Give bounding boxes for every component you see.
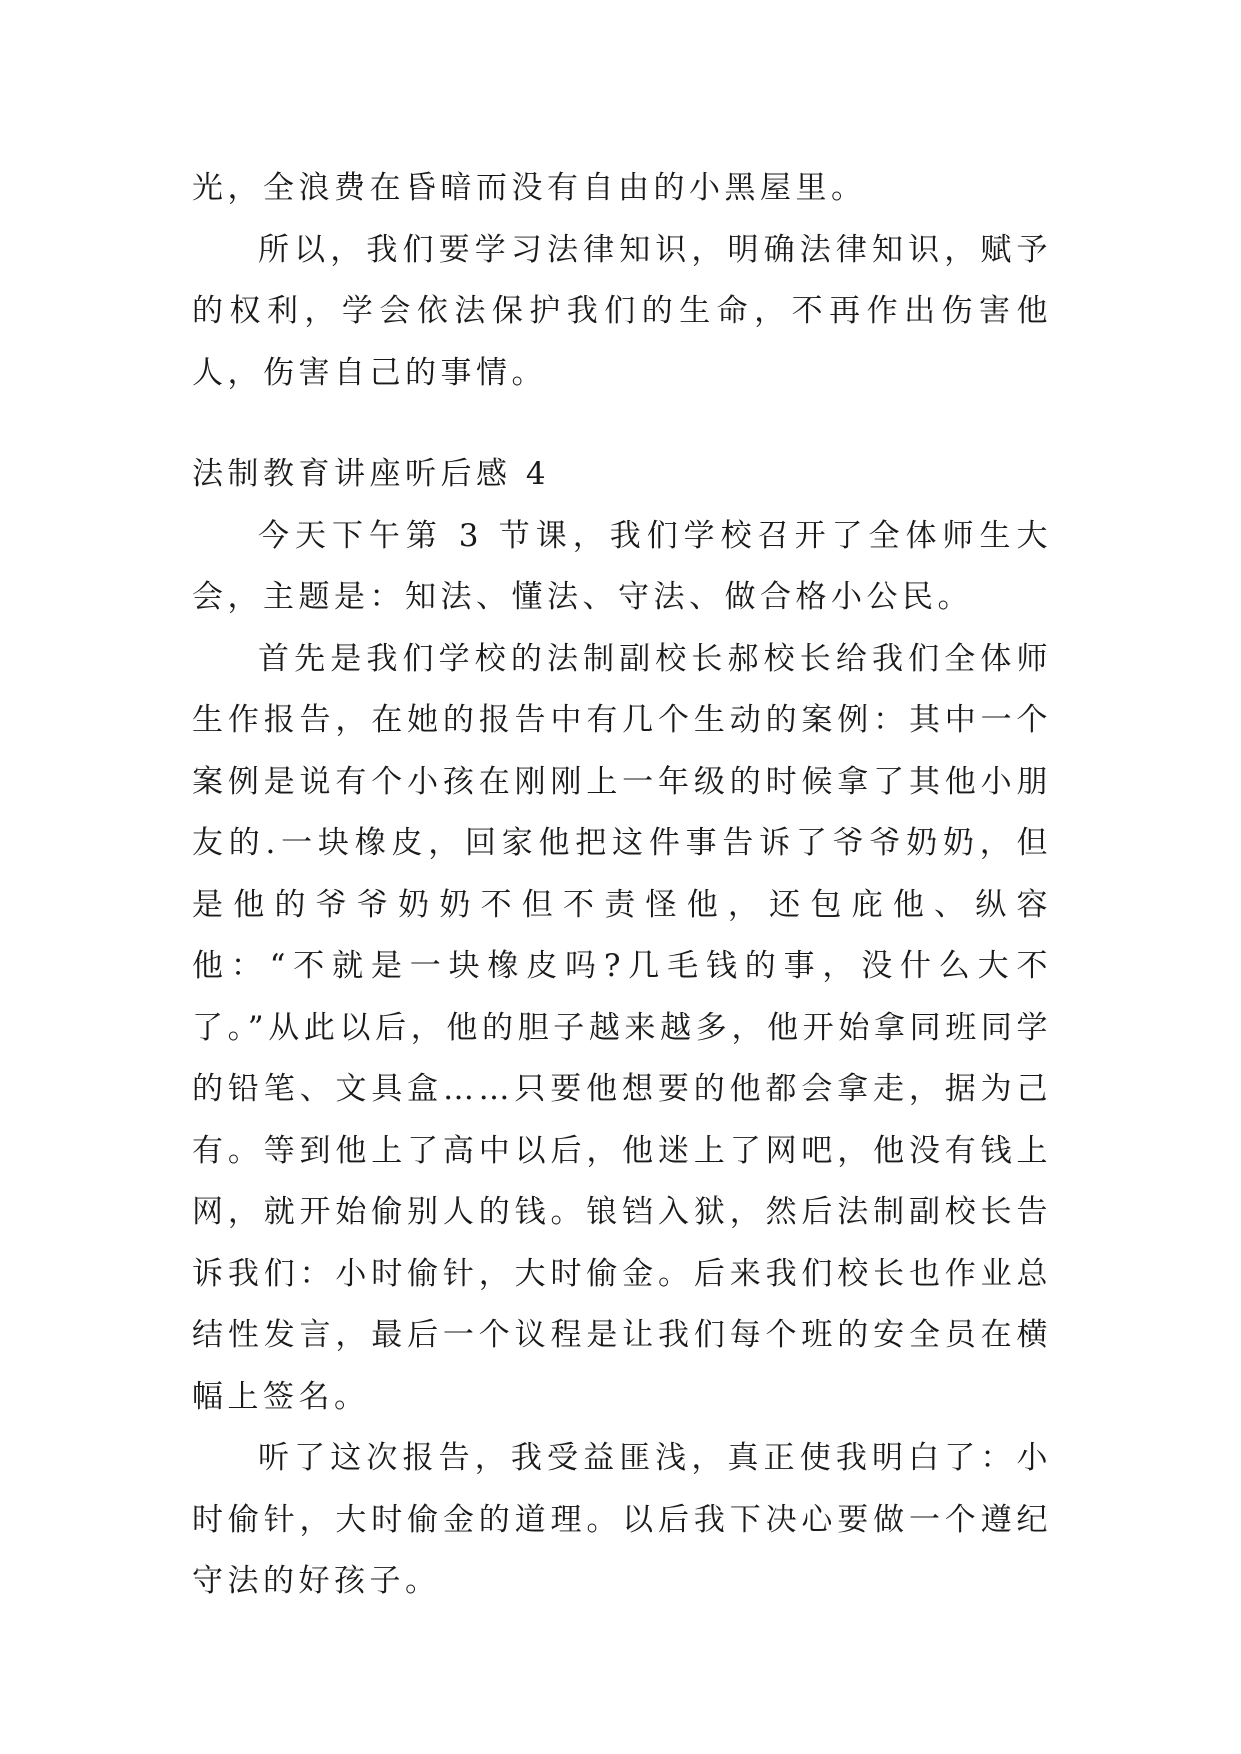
section-title: 法制教育讲座听后感 4	[192, 456, 551, 492]
paragraph-reflection: 听了这次报告，我受益匪浅，真正使我明白了：小时偷针，大时偷金的道理。以后我下决心要做一个遵纪守法的好孩子。	[192, 1440, 1052, 1599]
paragraph-intro: 今天下午第 3 节课，我们学校召开了全体师生大会，主题是：知法、懂法、守法、做合格小公民。	[192, 517, 1052, 615]
previous-section-text	[192, 158, 1052, 404]
paragraph-continuation: 光，全浪费在昏暗而没有自由的小黑屋里。	[192, 170, 867, 206]
section-4-text	[192, 444, 1052, 1613]
paragraph-conclusion: 所以，我们要学习法律知识，明确法律知识，赋予的权利，学会依法保护我们的生命，不再作出伤害他人，伤害自己的事情。	[192, 231, 1052, 391]
paragraph-report: 首先是我们学校的法制副校长郝校长给我们全体师生作报告，在她的报告中有几个生动的案例：其中一个案例是说有个小孩在刚刚上一年级的时候拿了其他小朋友的.一块橡皮，回家他把这件事告诉了爷爷奶奶，但是他的爷爷奶奶不但不责怪他，还包庇他、纵容他：“不就是一块橡皮吗?几毛钱的事，没什么大不了。”从此以后，他的胆子越来越多，他开始拿同班同学的铅笔、文具盒……只要他想要的他都会拿走，据为己有。等到他上了高中以后，他迷上了网吧，他没有钱上网，就开始偷别人的钱。锒铛入狱，然后法制副校长告诉我们：小时偷针，大时偷金。后来我们校长也作业总结性发言，最后一个议程是让我们每个班的安全员在横幅上签名。	[192, 640, 1052, 1415]
